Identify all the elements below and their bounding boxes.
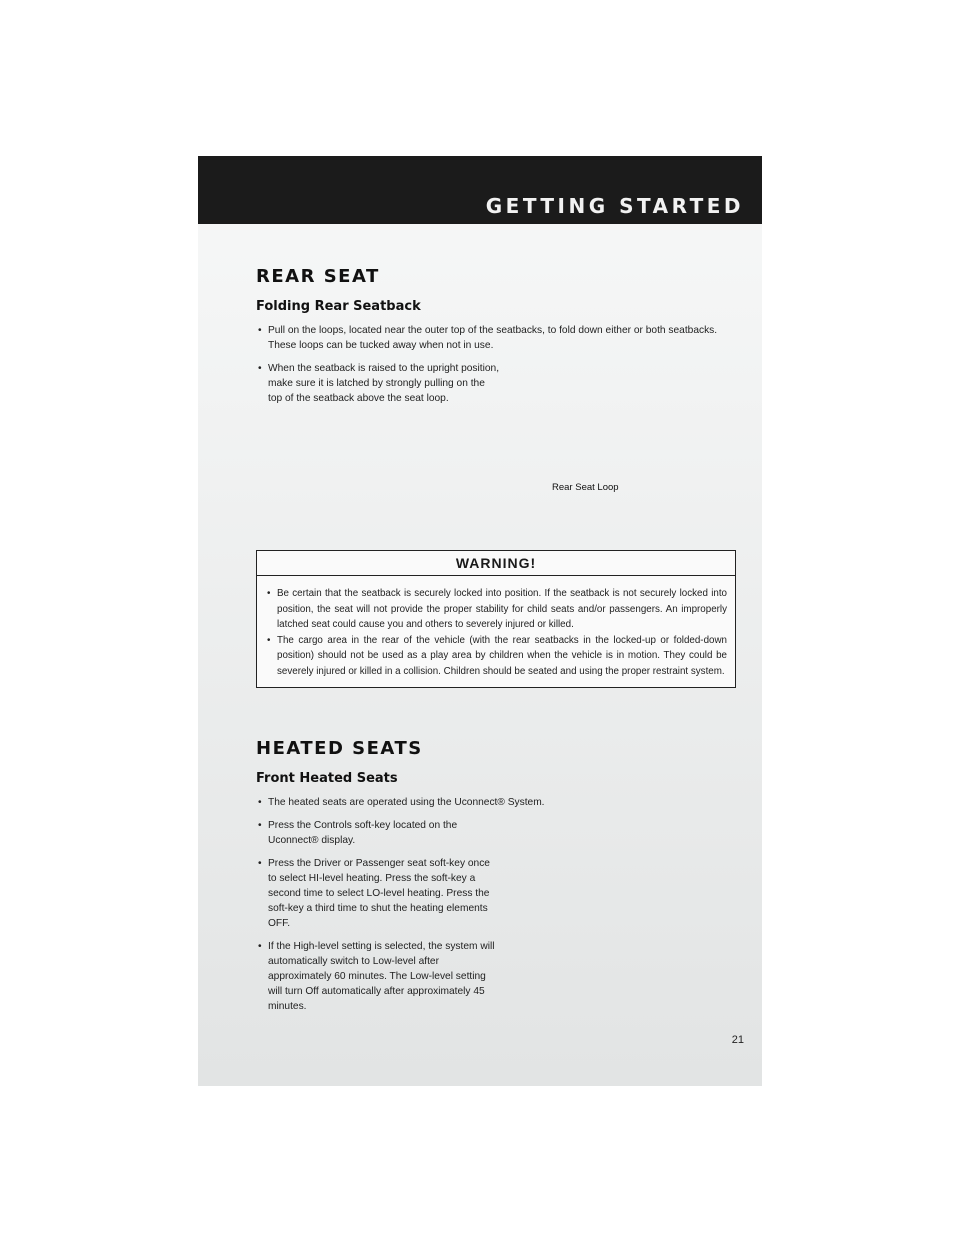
front-heated-seats-subheading: Front Heated Seats [256,771,398,786]
heated-seats-bullet-2: • Press the Controls soft-key located on the Uconnect® display. [256,818,500,848]
section-title: GETTING STARTED [485,194,744,218]
warning-box [256,550,736,688]
warning-bullet-1: • Be certain that the seatback is securely locked into position. If the seatback is not securely locked into position, the seat will not provide the proper stability for child seats and/or passengers. An improperly latched seat could cause you and others to severely injured or killed. [265,586,727,633]
heated-seats-bullet-3: • Press the Driver or Passenger seat soft-key once to select HI-level heating. Press the soft-key a second time to select LO-level heating. Press the soft-key a third time to shut the heating elements OFF. [256,856,500,931]
rear-seat-section [256,266,734,406]
warning-body [257,576,735,687]
rear-seat-loop-caption: Rear Seat Loop [552,482,619,493]
page-number: 21 [731,1034,744,1046]
rear-seat-bullet-2: • When the seatback is raised to the upright position, make sure it is latched by strongly pulling on the top of the seatback above the seat loop. [256,361,500,406]
heated-seats-heading: HEATED SEATS [256,738,423,759]
warning-title: WARNING! [257,551,735,576]
warning-bullet-2: • The cargo area in the rear of the vehicle (with the rear seatbacks in the locked-up or folded-down position) should not be used as a play area by children when the vehicle is in motion. They could be severely injured or killed in a collision. Children should be seated and using the proper restraint system. [265,633,727,680]
header-bar [198,156,762,224]
heated-seats-bullet-4: • If the High-level setting is selected, the system will automatically switch to Low-level after approximately 60 minutes. The Low-level setting will turn Off automatically after approximately 45 minutes. [256,939,500,1014]
folding-rear-seatback-subheading: Folding Rear Seatback [256,299,421,314]
heated-seats-bullet-1: • The heated seats are operated using the Uconnect® System. [256,795,734,810]
manual-page [198,156,762,1086]
rear-seat-bullet-1: • Pull on the loops, located near the outer top of the seatbacks, to fold down either or both seatbacks. These loops can be tucked away when not in use. [256,323,734,353]
rear-seat-heading: REAR SEAT [256,266,380,287]
heated-seats-section [256,738,734,1014]
